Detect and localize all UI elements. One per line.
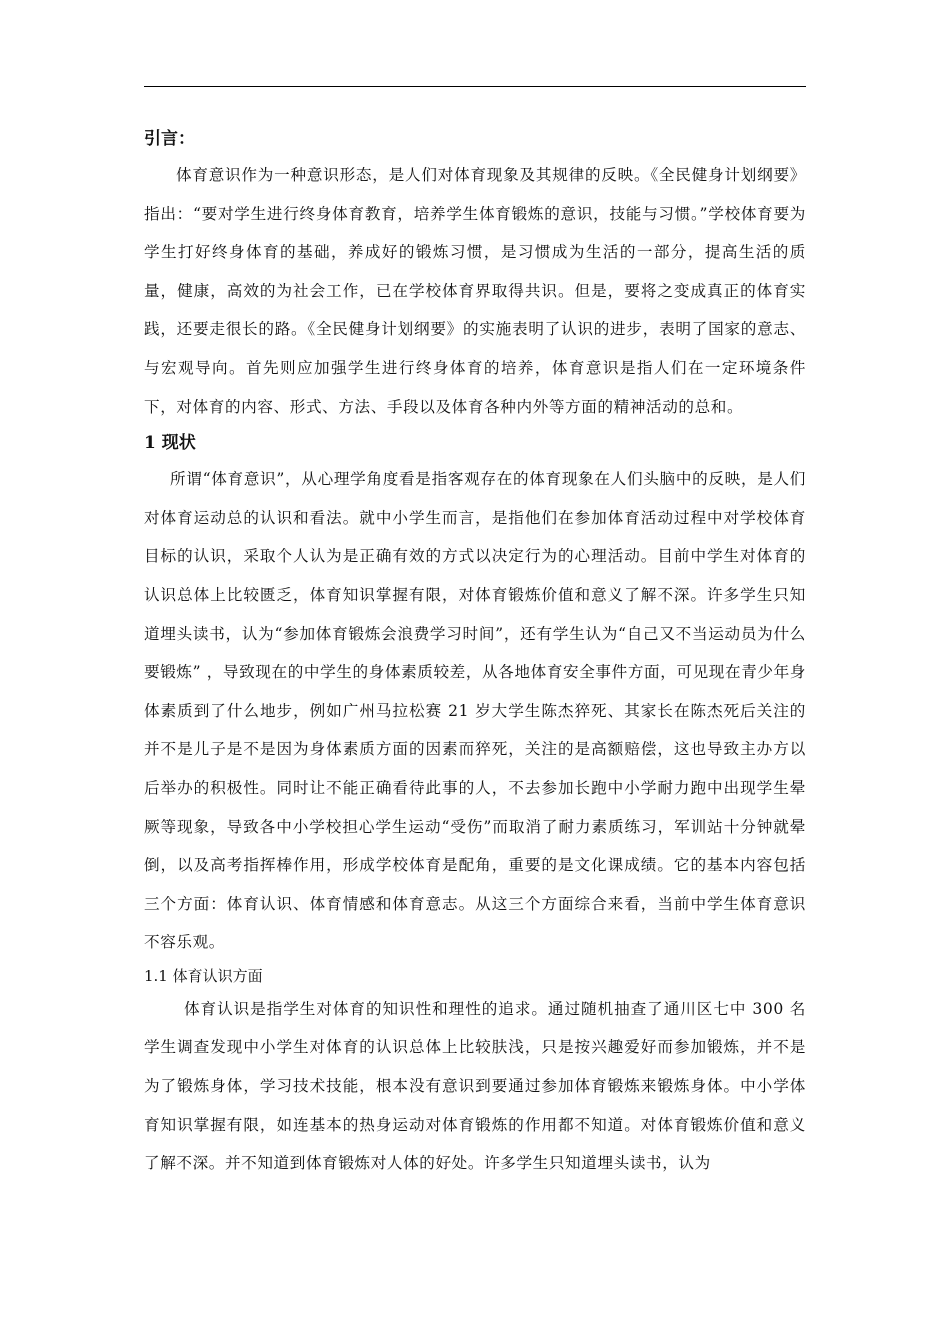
section-1-1-paragraph: 体育认识是指学生对体育的知识性和理性的追求。通过随机抽查了通川区七中 300 名学生调查发现中小学生对体育的认识总体上比较肤浅，只是按兴趣爱好而参加锻炼，并不是为了锻炼身体，学习技术技能，根本没有意识到要通过参加体育锻炼来锻炼身体。中小学体育知识掌握有限，如连基本的热身运动对体育锻炼的作用都不知道。对体育锻炼价值和意义了解不深。并不知道到体育锻炼对人体的好处。许多学生只知道埋头读书，认为	[144, 999, 806, 1173]
section-1-heading: 1 现状	[144, 433, 196, 454]
header-rule	[144, 86, 806, 87]
section-1-paragraph: 所谓“体育意识”，从心理学角度看是指客观存在的体育现象在人们头脑中的反映，是人们对体育运动总的认识和看法。就中小学生而言，是指他们在参加体育活动过程中对学校体育目标的认识，采取个人认为是正确有效的方式以决定行为的心理活动。目前中学生对体育的认识总体上比较匮乏，体育知识掌握有限，对体育锻炼价值和意义了解不深。许多学生只知道埋头读书，认为“参加体育锻炼会浪费学习时间”，还有学生认为“自己又不当运动员为什么要锻炼” ，导致现在的中学生的身体素质较差，从各地体育安全事件方面，可见现在青少年身体素质到了什么地步，例如广州马拉松赛 21 岁大学生陈杰猝死、其家长在陈杰死后关注的并不是儿子是不是因为身体素质方面的因素而猝死，关注的是高额赔偿，这也导致主办方以后举办的积极性。同时让不能正确看待此事的人，不去参加长跑中小学耐力跑中出现学生晕厥等现象，导致各中小学校担心学生运动“受伤”而取消了耐力素质练习，军训站十分钟就晕倒，以及高考指挥棒作用，形成学校体育是配角，重要的是文化课成绩。它的基本内容包括三个方面：体育认识、体育情感和体育意志。从这三个方面综合来看，当前中学生体育意识不容乐观。	[144, 470, 806, 952]
section-1-1-heading: 1.1 体育认识方面	[144, 966, 263, 985]
intro-heading: 引言：	[144, 129, 195, 149]
document-body	[144, 122, 806, 1183]
intro-paragraph: 体育意识作为一种意识形态，是人们对体育现象及其规律的反映。《全民健身计划纲要》指出：“要对学生进行终身体育教育，培养学生体育锻炼的意识，技能与习惯。”学校体育要为学生打好终身体育的基础，养成好的锻炼习惯，是习惯成为生活的一部分，提高生活的质量，健康，高效的为社会工作，已在学校体育界取得共识。但是，要将之变成真正的体育实践，还要走很长的路。《全民健身计划纲要》的实施表明了认识的进步，表明了国家的意志、与宏观导向。首先则应加强学生进行终身体育的培养，体育意识是指人们在一定环境条件下，对体育的内容、形式、方法、手段以及体育各种内外等方面的精神活动的总和。	[144, 166, 806, 416]
